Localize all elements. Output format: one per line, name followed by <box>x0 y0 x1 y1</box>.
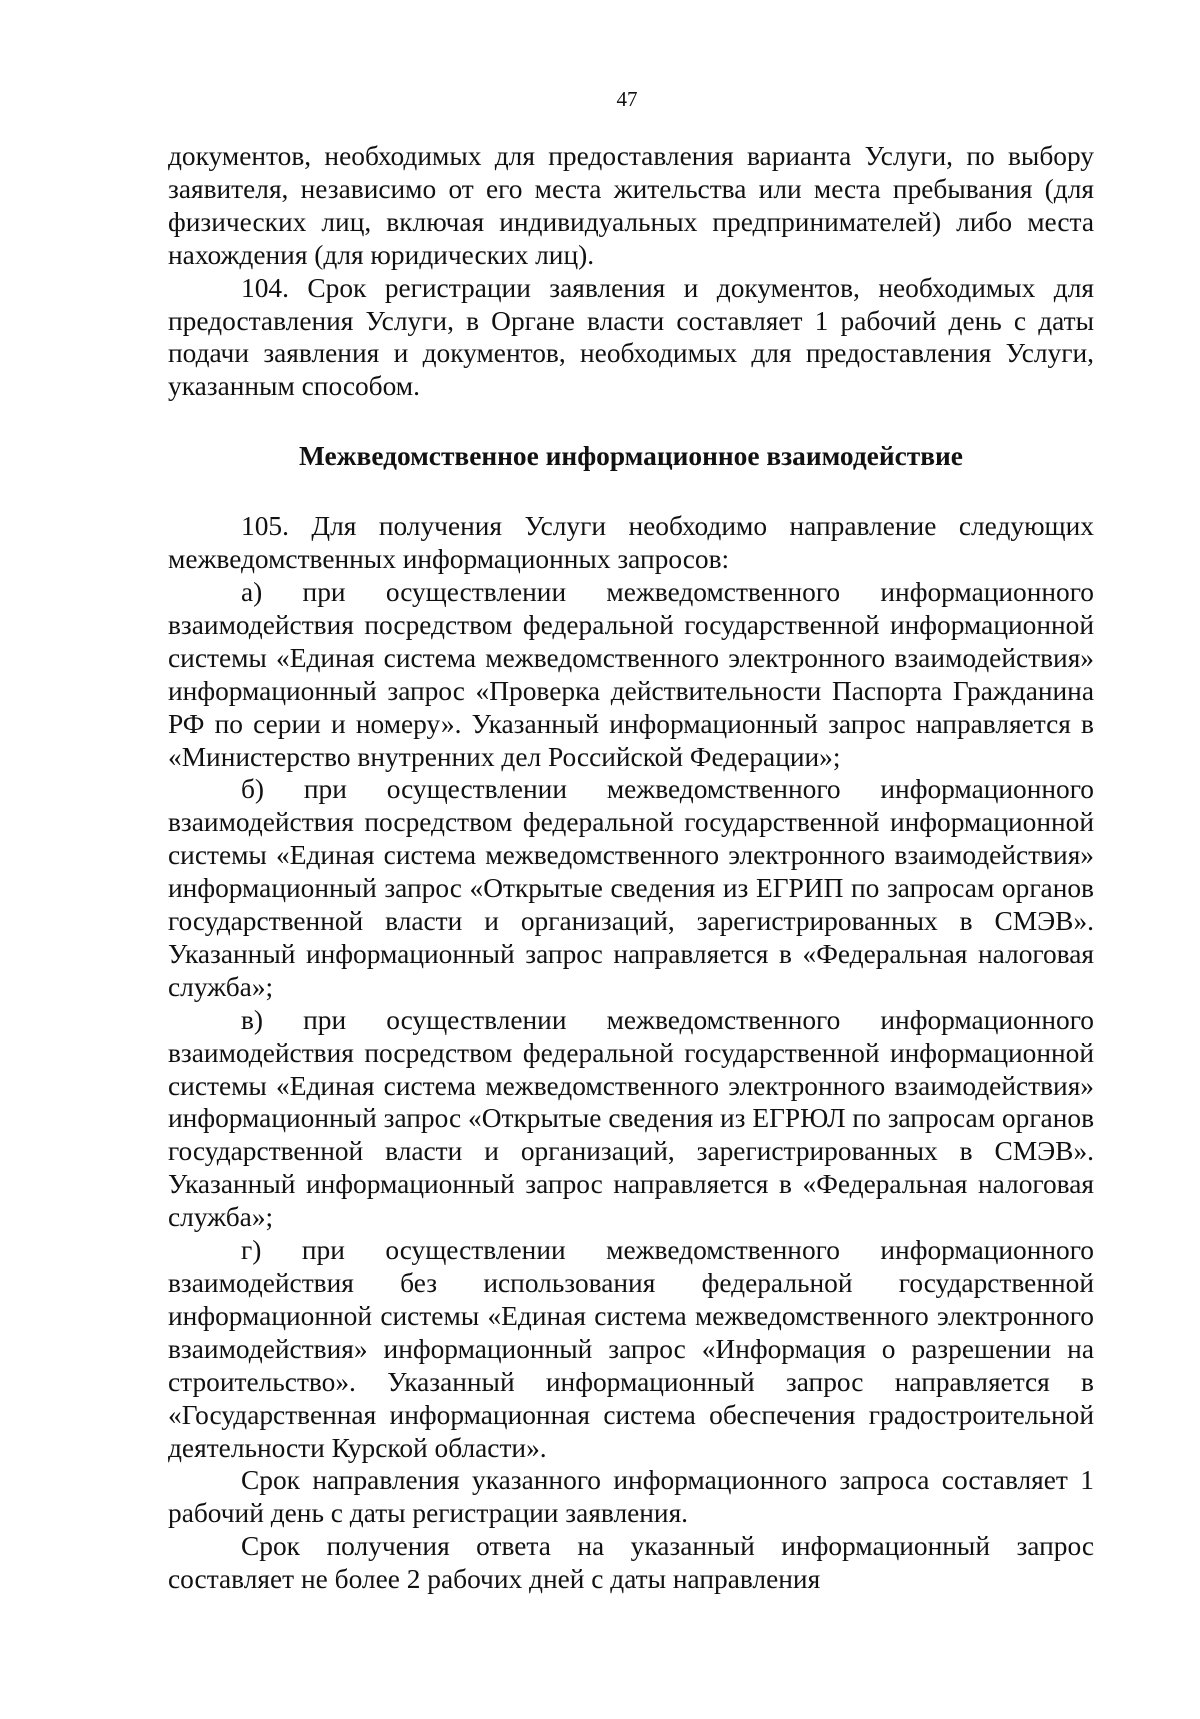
paragraph-105-b: б) при осуществлении межведомственного информационного взаимодействия посредством федеральной государственной информационной системы «Единая система межведомственного электронного взаимодействия» информационный запрос «Открытые сведения из ЕГРИП по запросам органов государственной власти и организаций, зарегистрированных в СМЭВ». Указанный информационный запрос направляется в «Федеральная налоговая служба»; <box>168 774 1094 1002</box>
paragraph-105-a: а) при осуществлении межведомственного информационного взаимодействия посредством федеральной государственной информационной системы «Единая система межведомственного электронного взаимодействия» информационный запрос «Проверка действительности Паспорта Гражданина РФ по серии и номеру». Указанный информационный запрос направляется в «Министерство внутренних дел Российской Федерации»; <box>168 576 1094 772</box>
paragraph-request-term: Срок направления указанного информационного запроса составляет 1 рабочий день с даты регистрации заявления. <box>168 1465 1094 1529</box>
page-number: 47 <box>616 87 638 111</box>
paragraph-105: 105. Для получения Услуги необходимо направление следующих межведомственных информационных запросов: <box>168 511 1094 575</box>
paragraph-105-g: г) при осуществлении межведомственного информационного взаимодействия без использования федеральной государственной информационной системы «Единая система межведомственного электронного взаимодействия» информационный запрос «Информация о разрешении на строительство». Указанный информационный запрос направляется в «Государственная информационная система обеспечения градостроительной деятельности Курской области». <box>168 1235 1094 1463</box>
paragraph-104: 104. Срок регистрации заявления и документов, необходимых для предоставления Услуги, в Органе власти составляет 1 рабочий день с даты подачи заявления и документов, необходимых для предоставления Услуги, указанным способом. <box>168 272 1094 402</box>
paragraph-continuation: документов, необходимых для предоставления варианта Услуги, по выбору заявителя, независимо от его места жительства или места пребывания (для физических лиц, включая индивидуальных предпринимателей) либо места нахождения (для юридических лиц). <box>168 141 1094 270</box>
section-heading: Межведомственное информационное взаимодействие <box>299 441 963 472</box>
paragraph-response-term: Срок получения ответа на указанный информационный запрос составляет не более 2 рабочих дней с даты направления <box>168 1531 1094 1595</box>
document-body <box>168 140 1094 1596</box>
paragraph-105-v: в) при осуществлении межведомственного информационного взаимодействия посредством федеральной государственной информационной системы «Единая система межведомственного электронного взаимодействия» информационный запрос «Открытые сведения из ЕГРЮЛ по запросам органов государственной власти и организаций, зарегистрированных в СМЭВ». Указанный информационный запрос направляется в «Федеральная налоговая служба»; <box>168 1004 1094 1233</box>
